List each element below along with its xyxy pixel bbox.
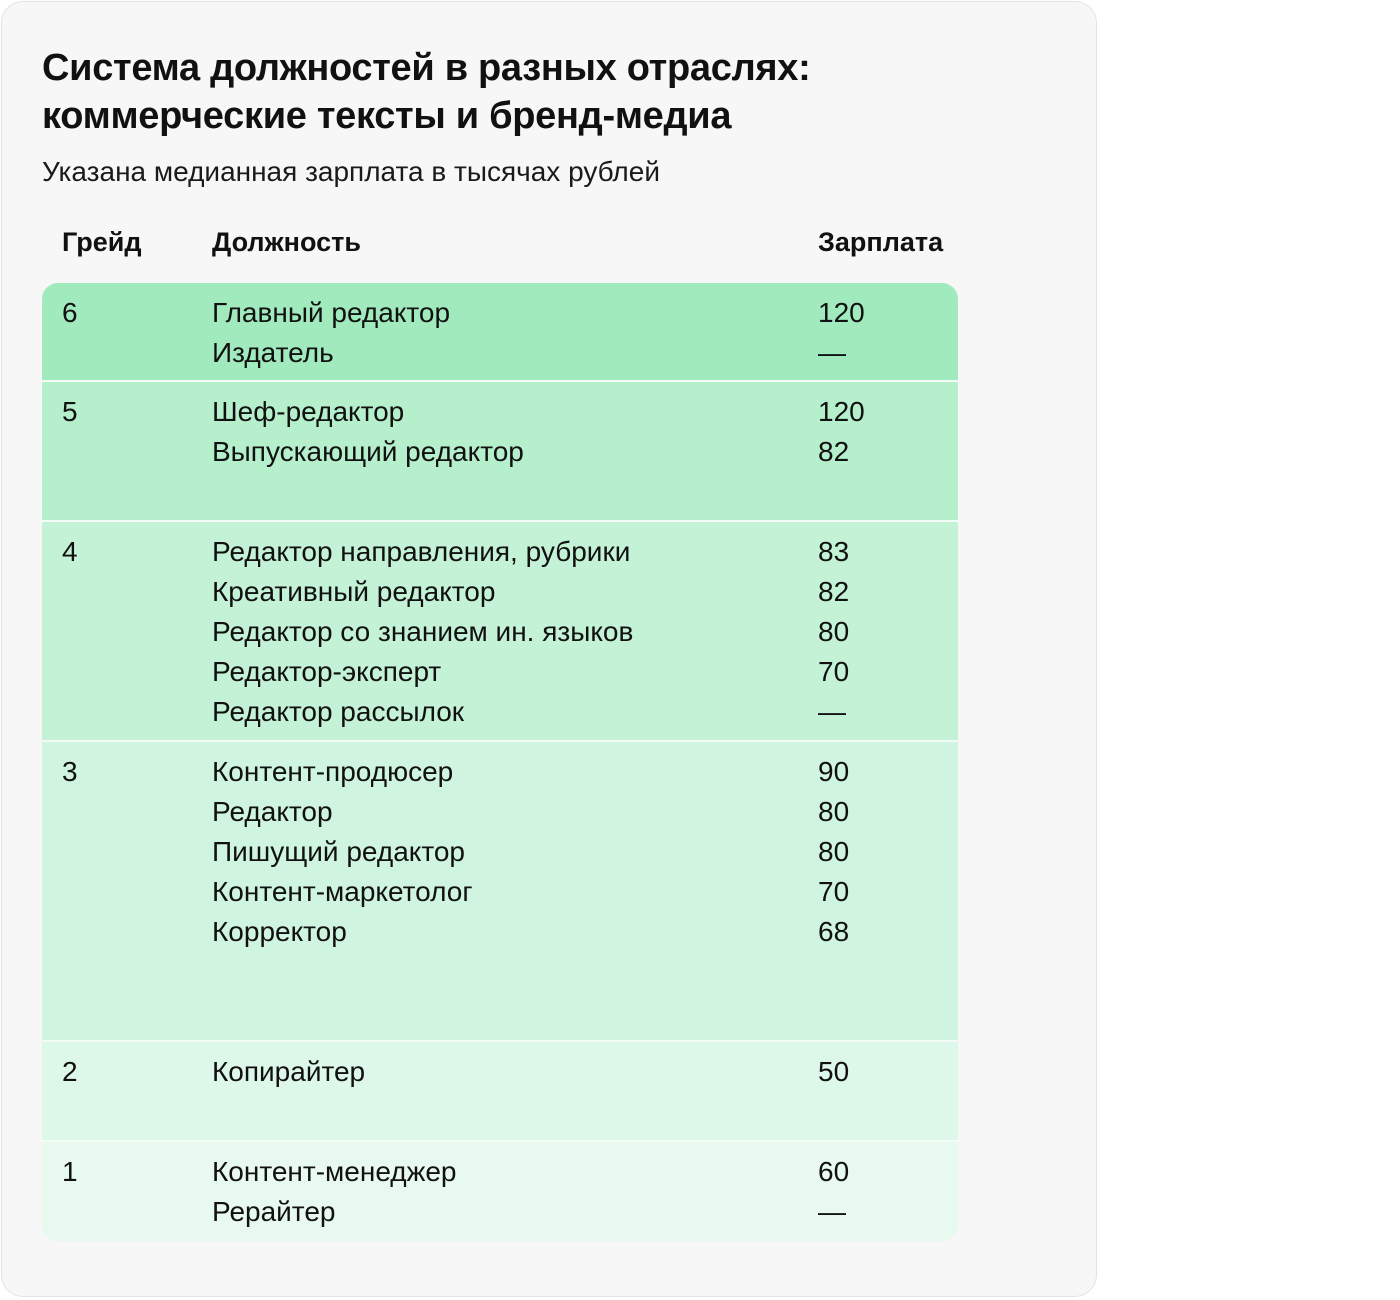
salary-value: 60 [818,1156,850,1187]
salary-value: 83 [818,536,850,567]
position-list [212,532,952,732]
table-row [212,1052,952,1092]
salary-value: 90 [818,756,850,787]
position-name: Креативный редактор [212,576,496,607]
salary-value: — [818,337,846,368]
salary-value: 80 [818,616,850,647]
position-name: Редактор со знанием ин. языков [212,616,634,647]
position-list [212,752,952,952]
position-name: Издатель [212,337,334,368]
grade-table [42,283,958,1241]
position-name: Контент-маркетолог [212,876,473,907]
position-name: Контент-продюсер [212,756,454,787]
grade-row-5 [42,382,958,522]
table-row [212,872,952,912]
position-list [212,1052,952,1092]
salary-value: 50 [818,1056,850,1087]
salary-value: — [818,696,846,727]
salary-value: 80 [818,796,850,827]
salary-value: — [818,1196,846,1227]
column-header-position: Должность [212,227,361,257]
table-row [212,792,952,832]
position-name: Рерайтер [212,1196,336,1227]
table-row [212,572,952,612]
position-name: Главный редактор [212,297,451,328]
table-row [212,293,952,333]
page-title-line-2: коммерческие тексты и бренд-медиа [42,95,732,137]
salary-value: 80 [818,836,850,867]
column-header-grade: Грейд [62,227,142,257]
grade-number: 1 [62,1156,78,1187]
table-row [212,652,952,692]
position-name: Контент-менеджер [212,1156,457,1187]
table-row [212,333,952,373]
grade-row-2 [42,1042,958,1142]
grade-row-1 [42,1142,958,1241]
grade-row-4 [42,522,958,742]
grade-row-6 [42,283,958,382]
position-name: Копирайтер [212,1056,366,1087]
table-row [212,612,952,652]
grade-number: 6 [62,297,78,328]
position-name: Корректор [212,916,347,947]
position-name: Шеф-редактор [212,396,405,427]
salary-value: 120 [818,396,865,427]
position-list [212,392,952,472]
table-row [212,832,952,872]
table-row [212,752,952,792]
table-row [212,532,952,572]
page-title [42,44,1042,140]
table-row [212,1152,952,1192]
table-row [212,432,952,472]
position-name: Редактор-эксперт [212,656,442,687]
salary-value: 68 [818,916,850,947]
grade-number: 5 [62,396,78,427]
salary-value: 70 [818,656,850,687]
table-header [42,224,958,264]
salary-value: 70 [818,876,850,907]
table-row [212,912,952,952]
page-subtitle: Указана медианная зарплата в тысячах рублей [42,156,660,187]
position-name: Редактор направления, рубрики [212,536,631,567]
position-name: Редактор [212,796,333,827]
grade-number: 4 [62,536,78,567]
position-list [212,293,952,373]
infographic-card [1,1,1097,1297]
salary-value: 120 [818,297,865,328]
column-header-salary: Зарплата [818,227,944,257]
position-name: Редактор рассылок [212,696,465,727]
position-list [212,1152,952,1232]
grade-number: 2 [62,1056,78,1087]
salary-value: 82 [818,576,850,607]
position-name: Пишущий редактор [212,836,465,867]
salary-value: 82 [818,436,850,467]
grade-number: 3 [62,756,78,787]
table-row [212,1192,952,1232]
page-title-line-1: Система должностей в разных отраслях: [42,47,811,89]
grade-row-3 [42,742,958,1042]
position-name: Выпускающий редактор [212,436,524,467]
table-row [212,392,952,432]
table-row [212,692,952,732]
